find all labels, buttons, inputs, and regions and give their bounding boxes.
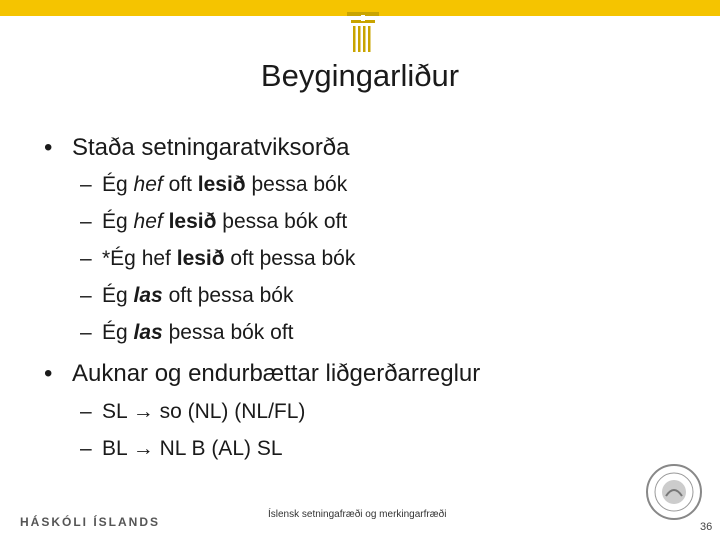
bullet-dot: • (44, 134, 53, 161)
university-name: HÁSKÓLI ÍSLANDS (20, 515, 161, 529)
slide-title: Beygingarliður (260, 58, 460, 93)
rule-2: – BL → NL B (AL) SL (80, 437, 283, 460)
example-4: – Ég las oft þessa bók (80, 284, 294, 307)
rule-1: – SL → so (NL) (NL/FL) (80, 400, 306, 423)
university-building-icon (347, 12, 379, 54)
example-5: – Ég las þessa bók oft (80, 321, 294, 344)
course-name: Íslensk setningafræði og merkingarfræði (268, 509, 447, 520)
example-1: – Ég hef oft lesið þessa bók (80, 173, 348, 196)
university-seal-icon (644, 462, 704, 522)
example-2: – Ég hef lesið þessa bók oft (80, 210, 348, 233)
bullet-2 (44, 360, 480, 388)
page-number: 36 (700, 521, 713, 533)
bullet-1 (44, 134, 350, 162)
bullet-dot: • (44, 360, 53, 387)
bullet-2-text: Auknar og endurbættar liðgerðarreglur (72, 360, 481, 387)
example-3: – *Ég hef lesið oft þessa bók (80, 247, 356, 270)
bullet-1-text: Staða setningaratviksorða (72, 134, 350, 161)
